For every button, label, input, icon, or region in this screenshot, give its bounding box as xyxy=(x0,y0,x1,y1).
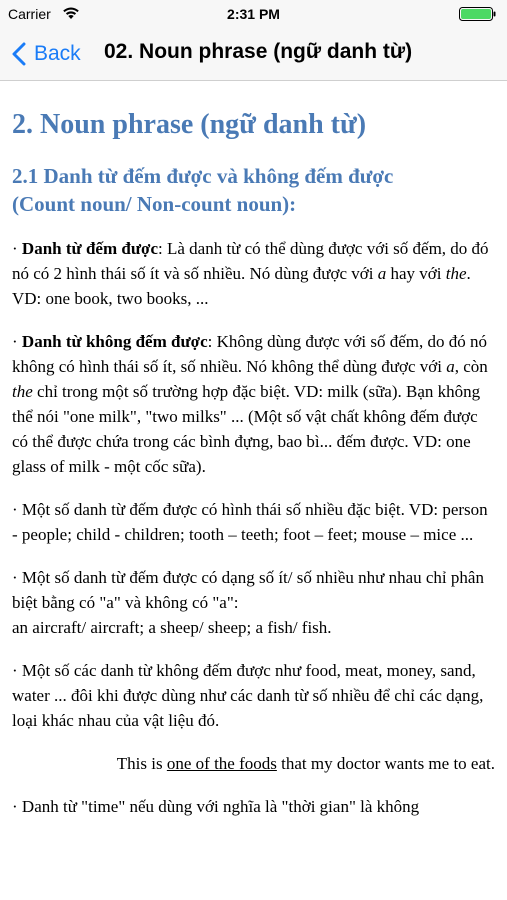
paragraph-time-noun: · Danh từ "time" nếu dùng với nghĩa là "thời gian" là không xyxy=(12,797,420,816)
paragraph-count-noun xyxy=(12,236,495,311)
lesson-content xyxy=(12,80,495,819)
back-label: Back xyxy=(34,42,81,65)
nav-title: 02. Noun phrase (ngữ danh từ) xyxy=(104,40,413,63)
section-title: 2. Noun phrase (ngữ danh từ) xyxy=(12,109,367,140)
bullet: · xyxy=(12,332,22,351)
battery-icon xyxy=(459,7,497,21)
text: : Là danh từ có thể dùng được với số đếm, do đó nó có 2 hình thái số ít và số nhiều. Nó dùng được với xyxy=(12,239,489,283)
navigation-bar xyxy=(0,28,507,81)
chevron-left-icon xyxy=(12,42,26,66)
text: , còn xyxy=(454,357,488,376)
status-time: 2:31 PM xyxy=(227,6,280,22)
paragraph-irregular-plural: · Một số danh từ đếm được có hình thái số nhiều đặc biệt. VD: person - people; child - children; tooth – teeth; foot – feet; mouse – mice ... xyxy=(12,500,488,544)
example-sentence xyxy=(12,751,495,776)
carrier-label: Carrier xyxy=(8,6,51,22)
text: . VD: one book, two books, ... xyxy=(12,264,471,308)
back-button[interactable] xyxy=(12,36,81,72)
text: chỉ trong một số trường hợp đặc biệt. VD: milk (sữa). Bạn không thể nói "one milk", "two milks" ... (Một số vật chất không đếm được có thể được chứa trong các bình đựng, bao bì... đếm được. VD: one glass of milk - một cốc sữa). xyxy=(12,382,481,476)
subsection-title xyxy=(12,162,495,218)
status-bar xyxy=(0,0,507,28)
term-non-count-noun: Danh từ không đếm được xyxy=(21,332,208,351)
bullet: · xyxy=(12,239,22,258)
subsection-title-line1: 2.1 Danh từ đếm được và không đếm được xyxy=(12,164,394,188)
underlined-text: one of the foods xyxy=(166,754,277,773)
term-count-noun: Danh từ đếm được xyxy=(21,239,158,258)
text: hay với xyxy=(386,264,446,283)
subsection-title-line2: (Count noun/ Non-count noun): xyxy=(12,192,297,216)
paragraph-same-form xyxy=(12,565,495,640)
text: · Một số danh từ đếm được có dạng số ít/ số nhiều như nhau chỉ phân biệt bằng có "a" và không có "a": xyxy=(12,568,484,612)
paragraph-material-plural: · Một số các danh từ không đếm được như food, meat, money, sand, water ... đôi khi được dùng như các danh từ số nhiều để chỉ các dạng, loại khác nhau của vật liệu đó. xyxy=(12,661,484,730)
text: that my doctor wants me to eat. xyxy=(276,754,495,773)
text: : Không dùng được với số đếm, do đó nó không có hình thái số ít, số nhiều. Nó không thể dùng được với xyxy=(12,332,487,376)
italic-text: the xyxy=(12,382,33,401)
text: This is xyxy=(116,754,167,773)
text: an aircraft/ aircraft; a sheep/ sheep; a fish/ fish. xyxy=(12,618,332,637)
italic-text: the xyxy=(445,264,467,283)
italic-text: a xyxy=(377,264,387,283)
paragraph-non-count-noun xyxy=(12,329,495,479)
italic-text: a xyxy=(446,357,455,376)
